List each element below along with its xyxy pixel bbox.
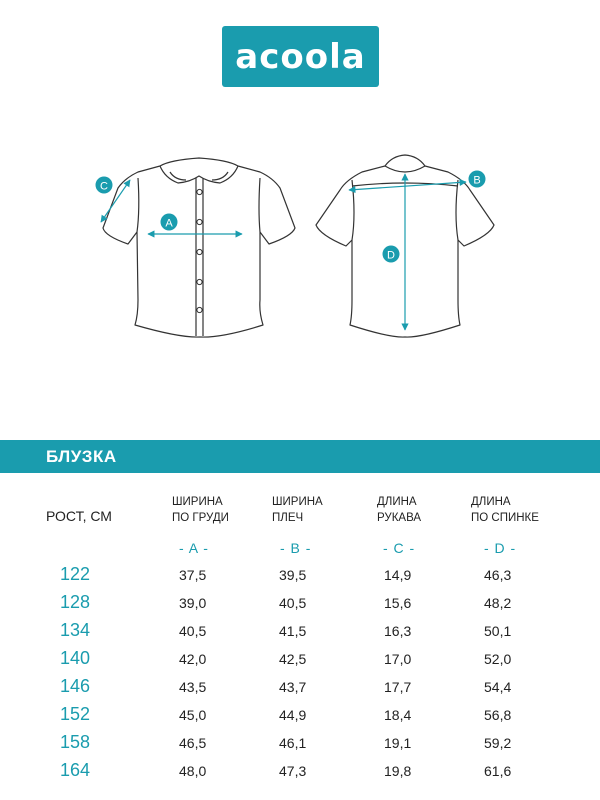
value-cell: 56,8 <box>484 707 512 723</box>
value-cell: 46,1 <box>279 735 307 751</box>
column-code-d: - D - <box>484 540 517 556</box>
value-cell: 46,5 <box>179 735 207 751</box>
value-cell: 52,0 <box>484 651 512 667</box>
size-cell: 122 <box>60 564 91 584</box>
value-cell: 43,7 <box>279 679 307 695</box>
column-code-c: - C - <box>383 540 416 556</box>
table-row <box>0 592 600 623</box>
value-cell: 17,7 <box>384 679 412 695</box>
table-row <box>0 704 600 735</box>
value-cell: 39,5 <box>279 567 307 583</box>
value-cell: 19,1 <box>384 735 412 751</box>
value-cell: 17,0 <box>384 651 412 667</box>
table-row <box>0 676 600 707</box>
value-cell: 42,5 <box>279 651 307 667</box>
value-cell: 41,5 <box>279 623 307 639</box>
marker-d <box>383 246 400 263</box>
svg-text:C: C <box>100 180 108 193</box>
column-header-sleeve-length: ДЛИНА РУКАВА <box>377 496 422 524</box>
value-cell: 18,4 <box>384 707 412 723</box>
section-band <box>0 440 600 473</box>
table-row <box>0 648 600 679</box>
column-code-b: - B - <box>280 540 312 556</box>
marker-b <box>469 171 486 188</box>
size-cell: 134 <box>60 620 91 640</box>
size-cell: 158 <box>60 732 91 752</box>
value-cell: 48,2 <box>484 595 512 611</box>
marker-a <box>161 214 178 231</box>
value-cell: 46,3 <box>484 567 512 583</box>
value-cell: 59,2 <box>484 735 512 751</box>
value-cell: 61,6 <box>484 763 512 779</box>
table-row <box>0 564 600 595</box>
svg-text:A: A <box>165 217 173 230</box>
size-cell: 128 <box>60 592 91 612</box>
size-cell: 140 <box>60 648 91 668</box>
value-cell: 45,0 <box>179 707 207 723</box>
table-row <box>0 620 600 651</box>
value-cell: 14,9 <box>384 567 412 583</box>
column-header-shoulder-width: ШИРИНА ПЛЕЧ <box>272 496 323 524</box>
brand-logo <box>222 26 379 87</box>
value-cell: 50,1 <box>484 623 512 639</box>
table-row <box>0 760 600 791</box>
svg-text:B: B <box>473 174 481 187</box>
marker-c <box>96 177 113 194</box>
size-cell: 164 <box>60 760 91 780</box>
value-cell: 48,0 <box>179 763 207 779</box>
value-cell: 15,6 <box>384 595 412 611</box>
value-cell: 47,3 <box>279 763 307 779</box>
size-cell: 152 <box>60 704 91 724</box>
brand-logo-text: acoola <box>235 36 366 77</box>
size-cell: 146 <box>60 676 91 696</box>
value-cell: 43,5 <box>179 679 207 695</box>
column-header-back-length: ДЛИНА ПО СПИНКЕ <box>471 496 539 524</box>
value-cell: 42,0 <box>179 651 207 667</box>
value-cell: 16,3 <box>384 623 412 639</box>
shirt-measurement-diagram <box>0 140 600 345</box>
value-cell: 19,8 <box>384 763 412 779</box>
value-cell: 54,4 <box>484 679 512 695</box>
value-cell: 44,9 <box>279 707 307 723</box>
column-code-a: - A - <box>179 540 209 556</box>
value-cell: 40,5 <box>279 595 307 611</box>
value-cell: 39,0 <box>179 595 207 611</box>
column-header-chest-width: ШИРИНА ПО ГРУДИ <box>172 496 229 524</box>
shirt-buttons <box>197 189 202 312</box>
table-row <box>0 732 600 763</box>
value-cell: 40,5 <box>179 623 207 639</box>
section-title: БЛУЗКА <box>46 447 117 466</box>
row-header-height: РОСТ, СМ <box>46 508 112 524</box>
svg-text:D: D <box>387 249 395 262</box>
value-cell: 37,5 <box>179 567 207 583</box>
